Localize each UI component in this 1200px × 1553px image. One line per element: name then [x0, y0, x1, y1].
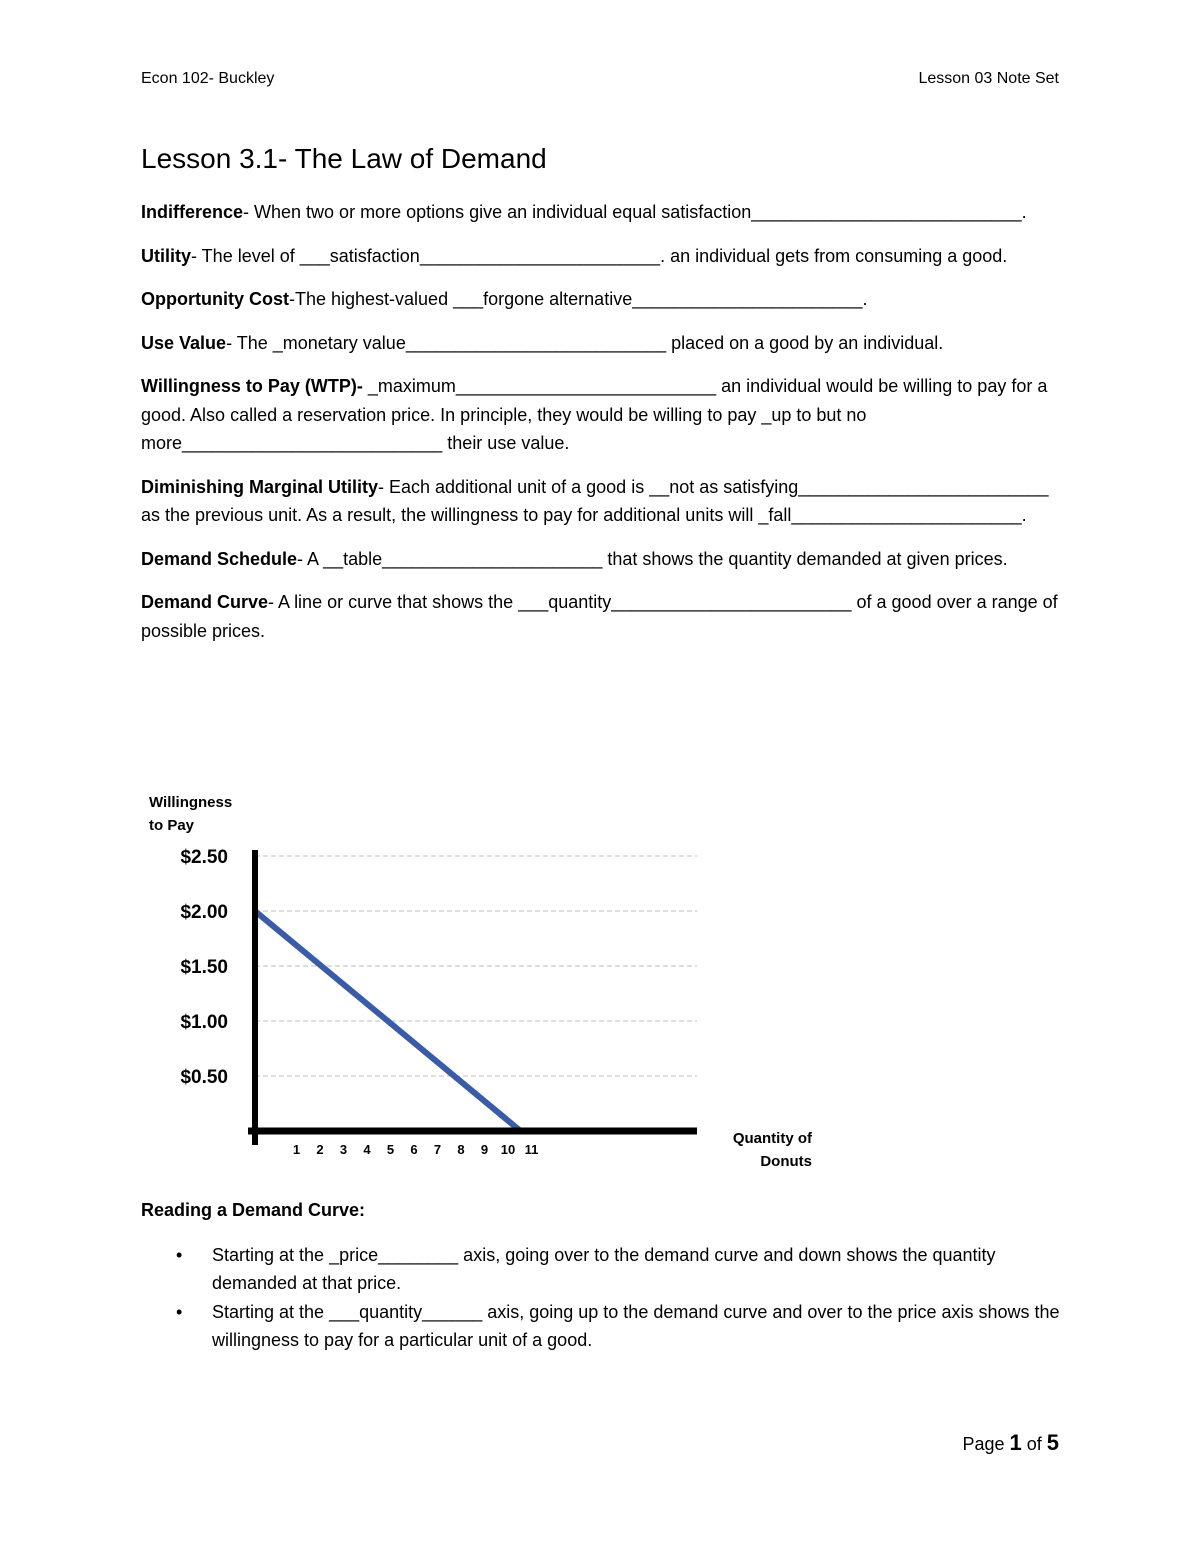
definition-text: - A line or curve that shows the ___quantity________________________ of a good over a range of possible prices.	[141, 592, 1058, 641]
list-item	[141, 1241, 1061, 1298]
definition-text: - A __table______________________ that shows the quantity demanded at given prices.	[297, 548, 1008, 569]
x-tick-label: 9	[480, 1142, 489, 1157]
definition-demand-curve	[141, 588, 1061, 645]
y-axis-label: to Pay	[149, 817, 195, 834]
x-tick-label: 5	[386, 1142, 395, 1157]
y-tick-label: $2.50	[180, 847, 228, 868]
definition-text: _maximum__________________________ an individual would be willing to pay for a good. Also called a reservation price. In principle, they would be willing to pay _up to but no more__________________________ their use value.	[141, 376, 1048, 453]
x-tick-label: 2	[316, 1142, 324, 1157]
definition-willingness-to-pay	[141, 372, 1061, 458]
bullet-icon: •	[176, 1301, 183, 1322]
x-tick-label: 10	[500, 1142, 516, 1157]
header-left: Econ 102- Buckley	[141, 70, 275, 87]
term: Use Value	[141, 332, 227, 353]
y-tick-label: $2.00	[180, 902, 228, 923]
x-tick-label: 8	[457, 1142, 465, 1157]
x-tick-label: 6	[410, 1142, 418, 1157]
page-number	[962, 1430, 1059, 1456]
x-axis-label: Quantity of	[732, 1130, 812, 1147]
term: Diminishing Marginal Utility	[141, 476, 379, 497]
term: Opportunity Cost	[141, 289, 289, 309]
x-tick-label: 4	[363, 1142, 371, 1157]
definition-use-value	[141, 329, 1061, 358]
bullet-icon: •	[176, 1244, 183, 1265]
x-tick-label: 1	[292, 1142, 301, 1157]
section-heading: Reading a Demand Curve:	[141, 1200, 366, 1220]
definition-text: - The _monetary value__________________________ placed on a good by an individual.	[226, 332, 944, 353]
term: Utility	[141, 245, 192, 266]
y-tick-label: $1.50	[180, 957, 228, 978]
y-tick-label: $0.50	[180, 1067, 228, 1088]
x-tick-label: 7	[433, 1142, 442, 1157]
definition-diminishing-marginal-utility	[141, 473, 1061, 530]
bullet-text: Starting at the _price________ axis, going over to the demand curve and down shows the quantity demanded at that price.	[212, 1244, 996, 1293]
y-axis-label: Willingness	[149, 794, 233, 811]
current-page: 1	[1009, 1430, 1022, 1455]
page-title: Lesson 3.1- The Law of Demand	[141, 143, 547, 174]
demand-curve-chart	[140, 785, 840, 1180]
x-axis-label: Donuts	[760, 1153, 812, 1170]
y-tick-label: $1.00	[180, 1012, 228, 1033]
page-label-of: of	[1021, 1434, 1047, 1454]
definition-indifference	[141, 198, 1061, 227]
term: Willingness to Pay (WTP)-	[141, 376, 363, 396]
term: Demand Schedule	[141, 548, 298, 569]
definitions-list	[141, 198, 1061, 660]
bullet-list	[141, 1241, 1061, 1355]
definition-text: - When two or more options give an individual equal satisfaction___________________________.	[243, 202, 1027, 222]
x-tick-label: 3	[339, 1142, 348, 1157]
definition-opportunity-cost	[141, 285, 1061, 314]
header-right: Lesson 03 Note Set	[918, 70, 1059, 87]
bullet-text: Starting at the ___quantity______ axis, going up to the demand curve and over to the price axis shows the willingness to pay for a particular unit of a good.	[212, 1301, 1060, 1350]
reading-section	[141, 1196, 1061, 1355]
definition-text: - Each additional unit of a good is __not as satisfying_________________________ as the previous unit. As a result, the willingness to pay for additional units will _fall_______________________.	[141, 476, 1049, 525]
definition-text: - The level of ___satisfaction________________________. an individual gets from consuming a good.	[191, 245, 1008, 266]
definition-text: -The highest-valued ___forgone alternative_______________________.	[288, 289, 868, 309]
page-label: Page	[962, 1434, 1010, 1454]
definition-utility	[141, 242, 1061, 271]
x-tick-label: 11	[524, 1142, 539, 1157]
total-pages: 5	[1046, 1430, 1059, 1455]
list-item	[141, 1298, 1061, 1355]
definition-demand-schedule	[141, 545, 1061, 574]
term: Indifference	[141, 202, 244, 222]
term: Demand Curve	[141, 592, 269, 612]
